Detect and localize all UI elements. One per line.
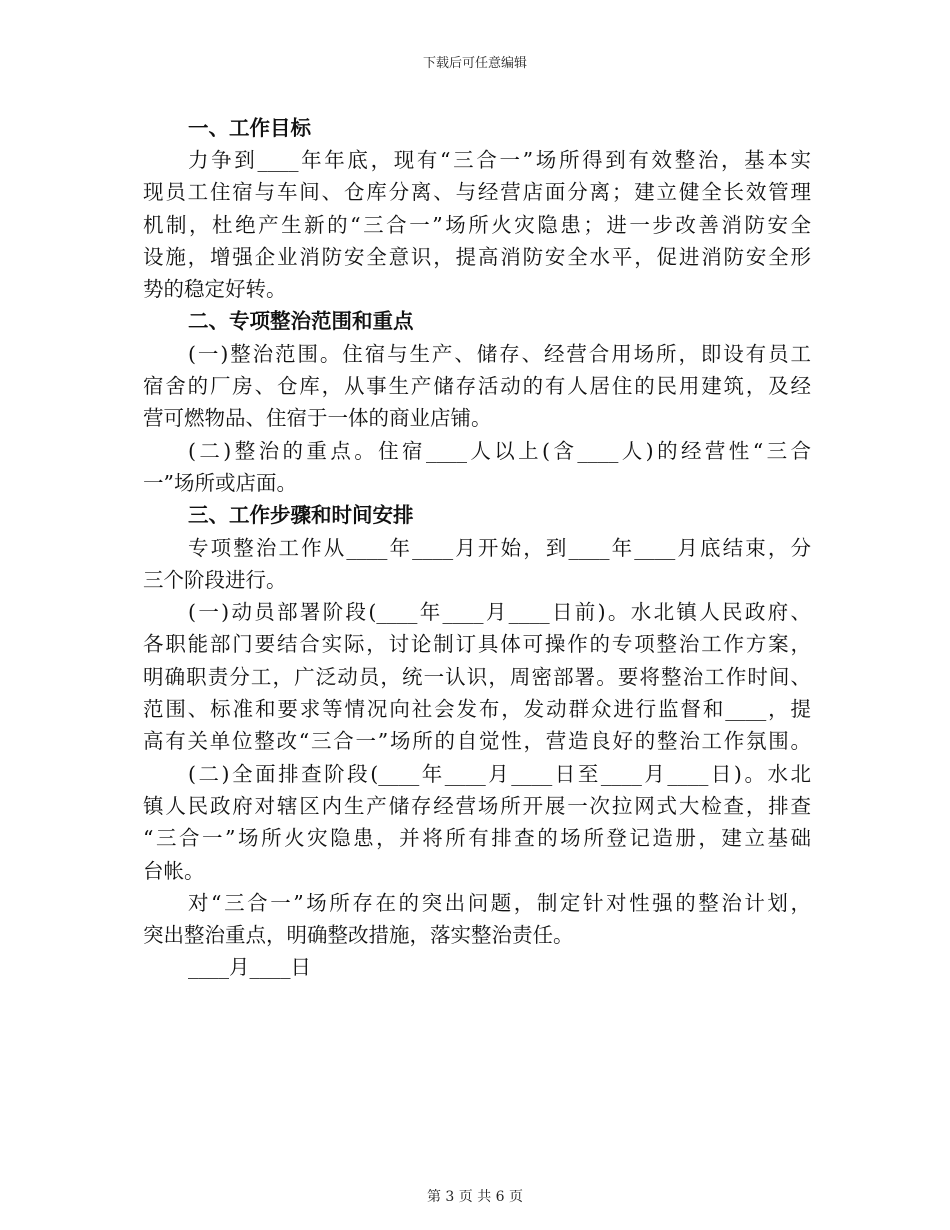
body-text-line: 势的稳定好转。 — [143, 277, 287, 302]
section-heading: 一、工作目标 — [188, 116, 311, 140]
body-text-line: 高有关单位整改“三合一”场所的自觉性，营造良好的整治工作氛围。 — [143, 729, 811, 754]
body-text-line: 范围、标准和要求等情况向社会发布，发动群众进行监督和____，提 — [143, 697, 811, 722]
body-text-line: 镇人民政府对辖区内生产储存经营场所开展一次拉网式大检查，排查 — [143, 793, 811, 818]
body-text-line: 宿舍的厂房、仓库，从事生产储存活动的有人居住的民用建筑，及经 — [143, 374, 811, 399]
body-text-line: 机制，杜绝产生新的“三合一”场所火灾隐患；进一步改善消防安全 — [143, 212, 811, 237]
body-text-line: 明确职责分工，广泛动员，统一认识，周密部署。要将整治工作时间、 — [143, 664, 811, 689]
page-footer: 第 3 页 共 6 页 — [426, 1189, 524, 1205]
body-text-line: (二)整治的重点。住宿____人以上(含____人)的经营性“三合 — [188, 438, 811, 463]
section-heading: 二、专项整治范围和重点 — [188, 309, 414, 334]
body-text-line: 现员工住宿与车间、仓库分离、与经营店面分离；建立健全长效管理 — [143, 180, 811, 205]
body-text-line: “三合一”场所火灾隐患，并将所有排查的场所登记造册，建立基础 — [143, 826, 811, 851]
body-text-line: ____月____日 — [188, 955, 311, 980]
body-text-line: 一”场所或店面。 — [143, 470, 297, 495]
body-text-line: 台帐。 — [143, 858, 205, 883]
body-text-line: 专项整治工作从____年____月开始，到____年____月底结束，分 — [188, 535, 811, 560]
body-text-line: (二)全面排查阶段(____年____月____日至____月____日)。水北 — [188, 761, 811, 786]
body-text-line: 各职能部门要结合实际，讨论制订具体可操作的专项整治工作方案， — [143, 632, 811, 657]
page-header: 下载后可任意编辑 — [422, 56, 527, 71]
body-text-line: 营可燃物品、住宿于一体的商业店铺。 — [143, 406, 492, 431]
body-text-line: (一)动员部署阶段(____年____月____日前)。水北镇人民政府、 — [188, 600, 811, 625]
body-text-line: 突出整治重点，明确整改措施，落实整治责任。 — [143, 923, 574, 948]
document-body — [143, 112, 811, 984]
body-text-line: 力争到____年年底，现有“三合一”场所得到有效整治，基本实 — [188, 148, 811, 172]
body-text-line: 三个阶段进行。 — [143, 567, 287, 592]
body-text-line: 设施，增强企业消防安全意识，提高消防安全水平，促进消防安全形 — [143, 244, 811, 269]
section-heading: 三、工作步骤和时间安排 — [188, 503, 414, 528]
body-text-line: (一)整治范围。住宿与生产、储存、经营合用场所，即设有员工 — [188, 341, 811, 366]
body-text-line: 对“三合一”场所存在的突出问题，制定针对性强的整治计划， — [188, 890, 811, 915]
